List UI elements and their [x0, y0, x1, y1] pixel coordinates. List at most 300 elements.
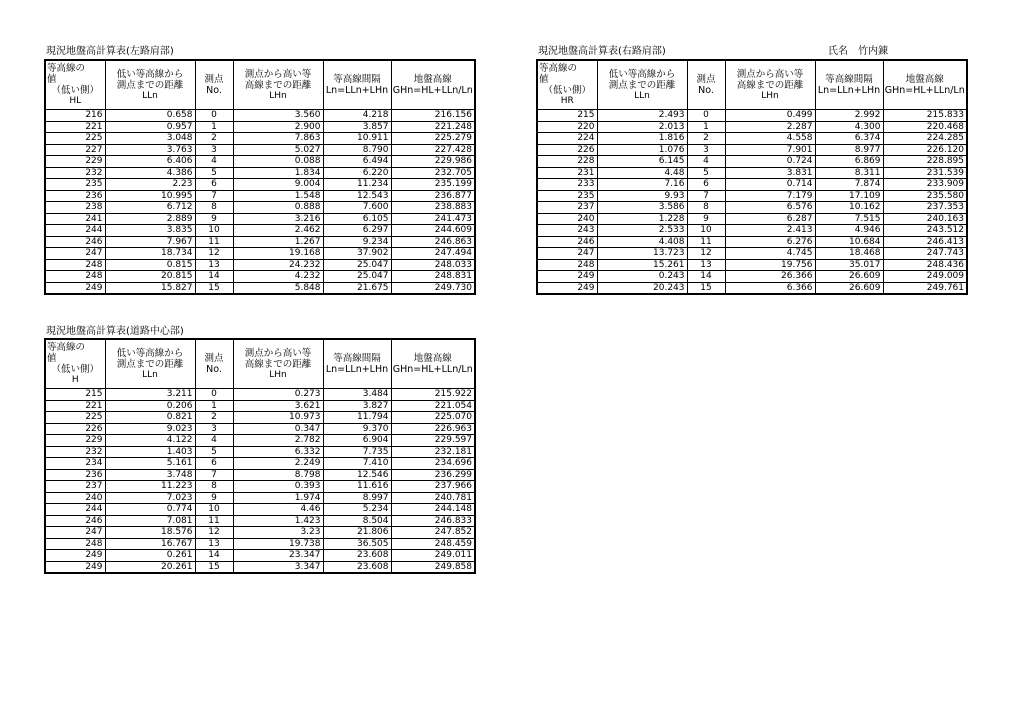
table-row — [45, 259, 475, 271]
cell-distance-to-high: 6.366 — [725, 282, 815, 294]
table-row — [537, 213, 967, 225]
cell-contour-interval: 3.857 — [323, 121, 391, 133]
cell-contour-value: 243 — [537, 225, 597, 237]
header-text-line: LHn — [761, 90, 779, 101]
cell-contour-interval: 11.616 — [323, 481, 391, 493]
cell-ground-elevation: 241.473 — [391, 213, 475, 225]
header-text-line: 値 — [47, 74, 57, 85]
cell-contour-interval: 7.735 — [323, 446, 391, 458]
cell-ground-elevation: 248.033 — [391, 259, 475, 271]
table-row — [537, 190, 967, 202]
cell-contour-value: 249 — [45, 561, 105, 573]
table-title-road-center: 現況地盤高計算表(道路中心部) — [46, 326, 184, 337]
cell-contour-value: 248 — [45, 259, 105, 271]
cell-distance-from-low: 1.228 — [597, 213, 687, 225]
cell-distance-from-low: 4.408 — [597, 236, 687, 248]
cell-ground-elevation: 236.299 — [391, 469, 475, 481]
cell-ground-elevation: 247.743 — [883, 248, 967, 260]
cell-station-no: 9 — [195, 492, 233, 504]
cell-distance-from-low: 3.586 — [597, 202, 687, 214]
table-row — [45, 110, 475, 122]
table-header-row — [537, 60, 967, 110]
cell-ground-elevation: 221.054 — [391, 400, 475, 412]
cell-ground-elevation: 227.428 — [391, 144, 475, 156]
table-row — [537, 133, 967, 145]
cell-contour-value: 247 — [45, 248, 105, 260]
cell-station-no: 8 — [195, 202, 233, 214]
calc-table-left-shoulder — [44, 59, 476, 295]
table-title-left-shoulder: 現況地盤高計算表(左路肩部) — [46, 46, 174, 57]
cell-contour-value: 237 — [45, 481, 105, 493]
cell-ground-elevation: 232.181 — [391, 446, 475, 458]
cell-station-no: 9 — [687, 213, 725, 225]
cell-contour-value: 215 — [45, 389, 105, 401]
cell-station-no: 2 — [195, 412, 233, 424]
cell-distance-from-low: 3.048 — [105, 133, 195, 145]
cell-contour-interval: 26.609 — [815, 282, 883, 294]
cell-distance-to-high: 19.738 — [233, 538, 323, 550]
cell-contour-value: 249 — [537, 282, 597, 294]
cell-contour-value: 225 — [45, 412, 105, 424]
cell-contour-value: 225 — [45, 133, 105, 145]
table-row — [45, 527, 475, 539]
cell-distance-to-high: 7.863 — [233, 133, 323, 145]
cell-contour-value: 226 — [537, 144, 597, 156]
header-text-line: 地盤高線 — [413, 74, 452, 85]
table-row — [45, 271, 475, 283]
header-text-line: 測点までの距離 — [116, 358, 184, 370]
cell-station-no: 12 — [687, 248, 725, 260]
header-text-line: 測点までの距離 — [116, 79, 184, 91]
cell-station-no: 5 — [687, 167, 725, 179]
table-row — [537, 271, 967, 283]
table-row — [45, 156, 475, 168]
cell-ground-elevation: 247.852 — [391, 527, 475, 539]
table-row — [45, 248, 475, 260]
cell-ground-elevation: 248.436 — [883, 259, 967, 271]
table-row — [537, 167, 967, 179]
cell-distance-to-high: 4.558 — [725, 133, 815, 145]
cell-contour-interval: 36.505 — [323, 538, 391, 550]
cell-distance-to-high: 6.576 — [725, 202, 815, 214]
cell-contour-interval: 7.600 — [323, 202, 391, 214]
header-distance-to-high — [233, 60, 323, 110]
cell-distance-from-low: 3.748 — [105, 469, 195, 481]
cell-contour-value: 240 — [45, 492, 105, 504]
cell-distance-from-low: 18.734 — [105, 248, 195, 260]
cell-distance-to-high: 7.179 — [725, 190, 815, 202]
cell-distance-from-low: 3.211 — [105, 389, 195, 401]
cell-distance-to-high: 6.276 — [725, 236, 815, 248]
cell-contour-interval: 6.374 — [815, 133, 883, 145]
cell-contour-interval: 21.675 — [323, 282, 391, 294]
cell-station-no: 8 — [687, 202, 725, 214]
cell-distance-to-high: 0.393 — [233, 481, 323, 493]
header-text-line: 等高線の — [47, 63, 86, 74]
cell-distance-to-high: 2.413 — [725, 225, 815, 237]
cell-ground-elevation: 237.966 — [391, 481, 475, 493]
cell-distance-to-high: 2.900 — [233, 121, 323, 133]
cell-ground-elevation: 248.831 — [391, 271, 475, 283]
header-text-line: 等高線間隔 — [333, 74, 381, 85]
header-contour-value — [537, 60, 597, 110]
cell-distance-to-high: 3.831 — [725, 167, 815, 179]
cell-contour-value: 236 — [45, 190, 105, 202]
cell-contour-interval: 6.494 — [323, 156, 391, 168]
cell-station-no: 5 — [195, 446, 233, 458]
cell-ground-elevation: 246.833 — [391, 515, 475, 527]
cell-distance-from-low: 7.967 — [105, 236, 195, 248]
cell-station-no: 10 — [195, 225, 233, 237]
header-text-line: Ln=LLn+LHn — [325, 85, 389, 96]
cell-contour-interval: 3.484 — [323, 389, 391, 401]
cell-ground-elevation: 249.761 — [883, 282, 967, 294]
cell-contour-interval: 7.515 — [815, 213, 883, 225]
table-row — [45, 144, 475, 156]
cell-station-no: 2 — [687, 133, 725, 145]
header-distance-from-low — [105, 339, 195, 389]
header-text-line: 等高線間隔 — [825, 74, 873, 85]
header-text-line: Ln=LLn+LHn — [817, 85, 881, 96]
cell-distance-to-high: 24.232 — [233, 259, 323, 271]
cell-distance-from-low: 3.763 — [105, 144, 195, 156]
table-row — [45, 481, 475, 493]
cell-ground-elevation: 215.833 — [883, 110, 967, 122]
table-row — [45, 225, 475, 237]
cell-contour-value: 238 — [45, 202, 105, 214]
calc-table-right-shoulder — [536, 59, 968, 295]
cell-distance-to-high: 7.901 — [725, 144, 815, 156]
header-text-line: 等高線の — [539, 63, 578, 74]
cell-contour-value: 244 — [45, 504, 105, 516]
table-row — [537, 179, 967, 191]
table-row — [45, 446, 475, 458]
cell-contour-interval: 25.047 — [323, 259, 391, 271]
cell-distance-to-high: 6.287 — [725, 213, 815, 225]
header-text-line: 高線までの距離 — [244, 79, 312, 91]
header-text-line: （低い側） — [51, 85, 99, 96]
cell-ground-elevation: 244.609 — [391, 225, 475, 237]
cell-ground-elevation: 237.353 — [883, 202, 967, 214]
cell-contour-interval: 11.234 — [323, 179, 391, 191]
cell-ground-elevation: 220.468 — [883, 121, 967, 133]
cell-station-no: 1 — [687, 121, 725, 133]
table-row — [45, 515, 475, 527]
cell-contour-interval: 10.162 — [815, 202, 883, 214]
header-text-line: HL — [69, 96, 82, 106]
cell-distance-from-low: 9.93 — [597, 190, 687, 202]
header-text-line: 低い等高線から — [608, 68, 676, 80]
table-title-right-shoulder: 現況地盤高計算表(右路肩部) — [538, 46, 666, 57]
cell-ground-elevation: 221.248 — [391, 121, 475, 133]
table-row — [537, 110, 967, 122]
table-row — [45, 282, 475, 294]
cell-distance-from-low: 4.48 — [597, 167, 687, 179]
calc-table-road-center — [44, 338, 476, 574]
cell-contour-value: 246 — [537, 236, 597, 248]
cell-distance-to-high: 1.423 — [233, 515, 323, 527]
cell-distance-from-low: 1.816 — [597, 133, 687, 145]
cell-distance-from-low: 2.889 — [105, 213, 195, 225]
cell-contour-value: 232 — [45, 167, 105, 179]
cell-distance-from-low: 18.576 — [105, 527, 195, 539]
cell-distance-from-low: 2.013 — [597, 121, 687, 133]
header-station-no — [195, 60, 233, 110]
cell-distance-from-low: 7.16 — [597, 179, 687, 191]
cell-station-no: 11 — [195, 515, 233, 527]
header-text-line: No. — [698, 85, 714, 96]
header-text-line: 測点から高い等 — [244, 68, 312, 80]
cell-contour-value: 226 — [45, 423, 105, 435]
cell-contour-interval: 8.311 — [815, 167, 883, 179]
table-row — [45, 492, 475, 504]
table-row — [45, 412, 475, 424]
header-text-line: 測点 — [696, 74, 716, 85]
cell-distance-to-high: 4.46 — [233, 504, 323, 516]
cell-contour-interval: 8.977 — [815, 144, 883, 156]
cell-ground-elevation: 235.580 — [883, 190, 967, 202]
cell-ground-elevation: 228.895 — [883, 156, 967, 168]
cell-distance-to-high: 2.782 — [233, 435, 323, 447]
cell-ground-elevation: 224.285 — [883, 133, 967, 145]
table-row — [45, 213, 475, 225]
cell-station-no: 15 — [195, 282, 233, 294]
cell-contour-interval: 4.300 — [815, 121, 883, 133]
cell-contour-interval: 11.794 — [323, 412, 391, 424]
header-text-line: Ln=LLn+LHn — [325, 364, 389, 375]
table-row — [45, 550, 475, 562]
cell-contour-interval: 9.370 — [323, 423, 391, 435]
cell-contour-interval: 37.902 — [323, 248, 391, 260]
cell-contour-interval: 7.410 — [323, 458, 391, 470]
cell-distance-from-low: 0.243 — [597, 271, 687, 283]
cell-distance-to-high: 19.168 — [233, 248, 323, 260]
cell-distance-to-high: 3.621 — [233, 400, 323, 412]
header-text-line: 測点から高い等 — [736, 68, 804, 80]
cell-distance-to-high: 1.834 — [233, 167, 323, 179]
header-text-line: GHn=HL+LLn/Ln — [392, 364, 473, 375]
table-row — [537, 225, 967, 237]
cell-station-no: 2 — [195, 133, 233, 145]
cell-contour-interval: 25.047 — [323, 271, 391, 283]
cell-distance-from-low: 11.223 — [105, 481, 195, 493]
cell-distance-to-high: 3.347 — [233, 561, 323, 573]
cell-contour-interval: 23.608 — [323, 561, 391, 573]
header-text-line: LLn — [634, 90, 650, 101]
cell-distance-to-high: 4.745 — [725, 248, 815, 260]
cell-station-no: 0 — [195, 110, 233, 122]
table-row — [45, 179, 475, 191]
cell-ground-elevation: 247.494 — [391, 248, 475, 260]
header-distance-to-high — [233, 339, 323, 389]
cell-ground-elevation: 229.597 — [391, 435, 475, 447]
cell-distance-to-high: 2.287 — [725, 121, 815, 133]
table-row — [45, 423, 475, 435]
cell-contour-interval: 23.608 — [323, 550, 391, 562]
cell-distance-from-low: 4.122 — [105, 435, 195, 447]
cell-station-no: 11 — [195, 236, 233, 248]
cell-contour-value: 235 — [537, 190, 597, 202]
cell-ground-elevation: 249.730 — [391, 282, 475, 294]
cell-contour-interval: 18.468 — [815, 248, 883, 260]
cell-station-no: 12 — [195, 527, 233, 539]
cell-contour-value: 235 — [45, 179, 105, 191]
cell-station-no: 6 — [195, 179, 233, 191]
cell-station-no: 10 — [195, 504, 233, 516]
cell-station-no: 4 — [195, 156, 233, 168]
cell-distance-from-low: 0.658 — [105, 110, 195, 122]
cell-station-no: 9 — [195, 213, 233, 225]
cell-contour-value: 216 — [45, 110, 105, 122]
header-ground-elevation — [391, 60, 475, 110]
cell-station-no: 7 — [195, 190, 233, 202]
cell-station-no: 3 — [687, 144, 725, 156]
cell-ground-elevation: 248.459 — [391, 538, 475, 550]
table-row — [45, 236, 475, 248]
cell-ground-elevation: 226.963 — [391, 423, 475, 435]
cell-distance-to-high: 0.088 — [233, 156, 323, 168]
header-text-line: 高線までの距離 — [244, 358, 312, 370]
table-header-row — [45, 60, 475, 110]
cell-contour-interval: 7.874 — [815, 179, 883, 191]
cell-contour-value: 233 — [537, 179, 597, 191]
cell-ground-elevation: 233.909 — [883, 179, 967, 191]
header-contour-interval — [323, 60, 391, 110]
header-contour-interval — [323, 339, 391, 389]
cell-distance-from-low: 4.386 — [105, 167, 195, 179]
cell-distance-from-low: 20.815 — [105, 271, 195, 283]
cell-distance-from-low: 16.767 — [105, 538, 195, 550]
cell-contour-interval: 8.997 — [323, 492, 391, 504]
author-name: 氏名 竹内錬 — [828, 46, 888, 57]
cell-station-no: 11 — [687, 236, 725, 248]
header-text-line: 測点 — [204, 74, 224, 85]
table-row — [537, 144, 967, 156]
cell-contour-value: 247 — [45, 527, 105, 539]
cell-station-no: 8 — [195, 481, 233, 493]
header-ground-elevation — [883, 60, 967, 110]
table-row — [537, 236, 967, 248]
header-text-line: （低い側） — [51, 364, 99, 375]
header-text-line: 測点から高い等 — [244, 347, 312, 359]
cell-contour-interval: 4.218 — [323, 110, 391, 122]
cell-ground-elevation: 240.163 — [883, 213, 967, 225]
header-station-no — [195, 339, 233, 389]
cell-contour-value: 234 — [45, 458, 105, 470]
table-row — [45, 121, 475, 133]
cell-ground-elevation: 246.863 — [391, 236, 475, 248]
cell-distance-to-high: 0.273 — [233, 389, 323, 401]
cell-station-no: 6 — [687, 179, 725, 191]
cell-contour-interval: 12.543 — [323, 190, 391, 202]
cell-distance-from-low: 0.774 — [105, 504, 195, 516]
cell-distance-to-high: 23.347 — [233, 550, 323, 562]
cell-contour-value: 248 — [537, 259, 597, 271]
cell-distance-from-low: 1.403 — [105, 446, 195, 458]
cell-station-no: 4 — [687, 156, 725, 168]
table-row — [45, 400, 475, 412]
cell-ground-elevation: 240.781 — [391, 492, 475, 504]
cell-contour-interval: 35.017 — [815, 259, 883, 271]
cell-distance-to-high: 0.347 — [233, 423, 323, 435]
cell-ground-elevation: 249.011 — [391, 550, 475, 562]
cell-distance-from-low: 2.533 — [597, 225, 687, 237]
cell-contour-value: 240 — [537, 213, 597, 225]
cell-distance-to-high: 0.724 — [725, 156, 815, 168]
cell-contour-value: 248 — [45, 271, 105, 283]
cell-distance-from-low: 1.076 — [597, 144, 687, 156]
table-header-row — [45, 339, 475, 389]
cell-distance-to-high: 2.249 — [233, 458, 323, 470]
cell-station-no: 12 — [195, 248, 233, 260]
cell-station-no: 4 — [195, 435, 233, 447]
cell-station-no: 13 — [195, 538, 233, 550]
cell-distance-to-high: 0.888 — [233, 202, 323, 214]
cell-contour-interval: 6.904 — [323, 435, 391, 447]
table-row — [45, 504, 475, 516]
header-distance-to-high — [725, 60, 815, 110]
cell-station-no: 13 — [687, 259, 725, 271]
cell-distance-from-low: 6.712 — [105, 202, 195, 214]
cell-ground-elevation: 229.986 — [391, 156, 475, 168]
header-ground-elevation — [391, 339, 475, 389]
cell-distance-from-low: 2.493 — [597, 110, 687, 122]
table-row — [537, 202, 967, 214]
header-text-line: 低い等高線から — [116, 68, 184, 80]
header-text-line: 測点 — [204, 353, 224, 364]
header-text-line: 地盤高線 — [413, 353, 452, 364]
table-row — [45, 133, 475, 145]
header-contour-interval — [815, 60, 883, 110]
header-text-line: 地盤高線 — [905, 74, 944, 85]
cell-distance-to-high: 19.756 — [725, 259, 815, 271]
cell-contour-value: 215 — [537, 110, 597, 122]
cell-contour-interval: 6.297 — [323, 225, 391, 237]
header-text-line: 測点までの距離 — [608, 79, 676, 91]
header-text-line: 値 — [539, 74, 549, 85]
cell-station-no: 15 — [195, 561, 233, 573]
header-text-line: LLn — [142, 369, 158, 380]
header-text-line: LLn — [142, 90, 158, 101]
cell-contour-value: 229 — [45, 435, 105, 447]
table-row — [537, 248, 967, 260]
cell-distance-to-high: 3.560 — [233, 110, 323, 122]
cell-station-no: 14 — [195, 271, 233, 283]
table-row — [45, 435, 475, 447]
cell-distance-from-low: 7.081 — [105, 515, 195, 527]
cell-distance-to-high: 5.848 — [233, 282, 323, 294]
cell-contour-interval: 10.911 — [323, 133, 391, 145]
cell-distance-from-low: 15.261 — [597, 259, 687, 271]
cell-distance-to-high: 0.499 — [725, 110, 815, 122]
cell-contour-interval: 6.869 — [815, 156, 883, 168]
cell-station-no: 14 — [195, 550, 233, 562]
cell-distance-to-high: 2.462 — [233, 225, 323, 237]
cell-distance-from-low: 0.957 — [105, 121, 195, 133]
table-row — [537, 282, 967, 294]
cell-distance-to-high: 10.973 — [233, 412, 323, 424]
cell-ground-elevation: 235.199 — [391, 179, 475, 191]
cell-contour-interval: 8.504 — [323, 515, 391, 527]
cell-distance-from-low: 0.815 — [105, 259, 195, 271]
cell-distance-to-high: 4.232 — [233, 271, 323, 283]
cell-contour-interval: 3.827 — [323, 400, 391, 412]
cell-distance-from-low: 0.821 — [105, 412, 195, 424]
cell-station-no: 3 — [195, 423, 233, 435]
cell-distance-to-high: 8.798 — [233, 469, 323, 481]
cell-distance-from-low: 20.243 — [597, 282, 687, 294]
cell-contour-value: 229 — [45, 156, 105, 168]
